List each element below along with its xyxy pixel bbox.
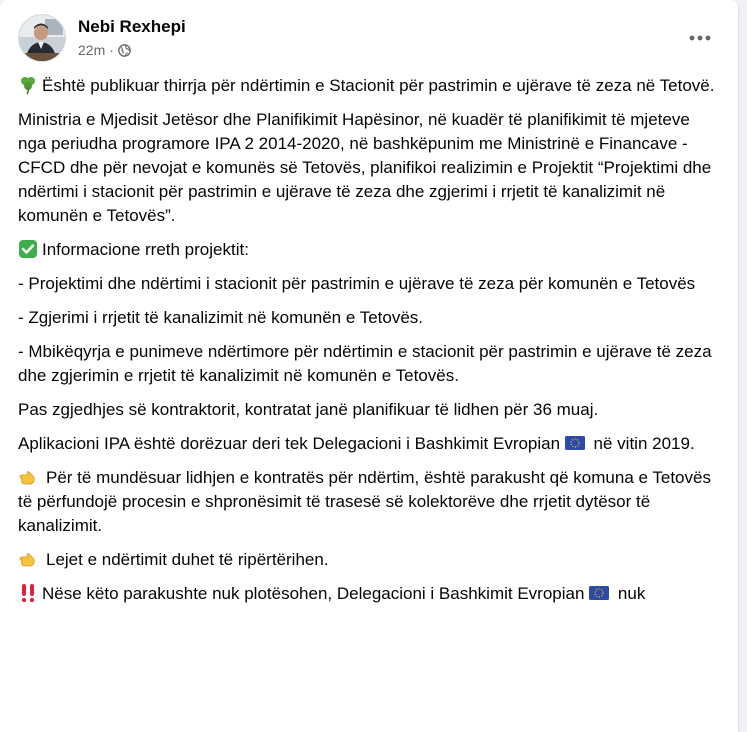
double-exclamation-icon — [18, 583, 38, 603]
post-paragraph — [18, 272, 718, 296]
paragraph-text: në vitin 2019. — [593, 434, 695, 453]
author-name[interactable]: Nebi Rexhepi — [78, 17, 186, 36]
post-paragraph — [18, 398, 718, 422]
paragraph-text: Aplikacioni IPA është dorëzuar deri tek Delegacioni i Bashkimit Evropian — [18, 434, 561, 453]
post-paragraph — [18, 466, 718, 538]
post-paragraph — [18, 238, 718, 262]
paragraph-text: Nëse këto parakushte nuk plotësohen, Delegacioni i Bashkimit Evropian — [42, 584, 585, 603]
avatar[interactable] — [18, 14, 66, 62]
more-options-button[interactable] — [682, 20, 718, 56]
globe-icon[interactable] — [118, 44, 131, 57]
post-header — [18, 14, 720, 64]
paragraph-text: Është publikuar thirrja për ndërtimin e Stacionit për pastrimin e ujërave të zeza në Tetovë. — [42, 76, 715, 95]
post-paragraph — [18, 548, 718, 572]
shamrock-icon — [18, 75, 38, 95]
post-paragraph — [18, 74, 718, 98]
meta-separator: · — [109, 42, 114, 58]
eu-flag-icon — [565, 433, 585, 453]
avatar-photo-icon — [19, 15, 66, 62]
more-options-icon — [689, 35, 711, 41]
paragraph-text: Për të mundësuar lidhjen e kontratës për ndërtim, është parakusht që komuna e Tetovës të përfundojë procesin e shpronësimit të trasesë së kolektorëve dhe rrjetit dytësor të kanalizimit. — [18, 468, 711, 535]
post-meta — [78, 42, 131, 58]
post-time[interactable]: 22m — [78, 42, 106, 58]
pointing-hand-icon — [18, 549, 38, 569]
post-paragraph — [18, 108, 718, 228]
paragraph-text: - Zgjerimi i rrjetit të kanalizimit në komunën e Tetovës. — [18, 308, 424, 327]
pointing-hand-icon — [18, 467, 38, 487]
check-mark-icon — [18, 239, 38, 259]
paragraph-text: nuk — [617, 584, 646, 603]
post-body — [18, 74, 718, 616]
paragraph-text: Lejet e ndërtimit duhet të ripërtërihen. — [46, 550, 329, 569]
post-paragraph — [18, 582, 718, 606]
paragraph-text: - Projektimi dhe ndërtimi i stacionit për pastrimin e ujërave të zeza për komunën e Tetovës — [18, 274, 696, 293]
paragraph-text: Pas zgjedhjes së kontraktorit, kontratat janë planifikuar të lidhen për 36 muaj. — [18, 400, 599, 419]
eu-flag-icon — [589, 583, 609, 603]
content-fade — [0, 704, 738, 732]
paragraph-text: - Mbikëqyrja e punimeve ndërtimore për ndërtimin e stacionit për pastrimin e ujërave të zeza dhe zgjerimin e rrjetit të kanalizimit në komunën e Tetovës. — [18, 342, 712, 385]
post-paragraph — [18, 340, 718, 388]
post-paragraph — [18, 432, 718, 456]
paragraph-text: Informacione rreth projektit: — [42, 240, 249, 259]
paragraph-text: Ministria e Mjedisit Jetësor dhe Planifikimit Hapësinor, në kuadër të planifikimit të mjeteve nga periudha programore IPA 2 2014-2020, në bashkëpunim me Ministrinë e Financave - CFCD dhe për nevojat e komunës së Tetovës, planifikoi realizimin e Projektit “Projektimi dhe ndërtimi i stacionit për pastrimin e ujërave të zeza dhe zgjerimi i rrjetit të kanalizimit në komunën e Tetovës”. — [18, 110, 712, 225]
post-paragraph — [18, 306, 718, 330]
